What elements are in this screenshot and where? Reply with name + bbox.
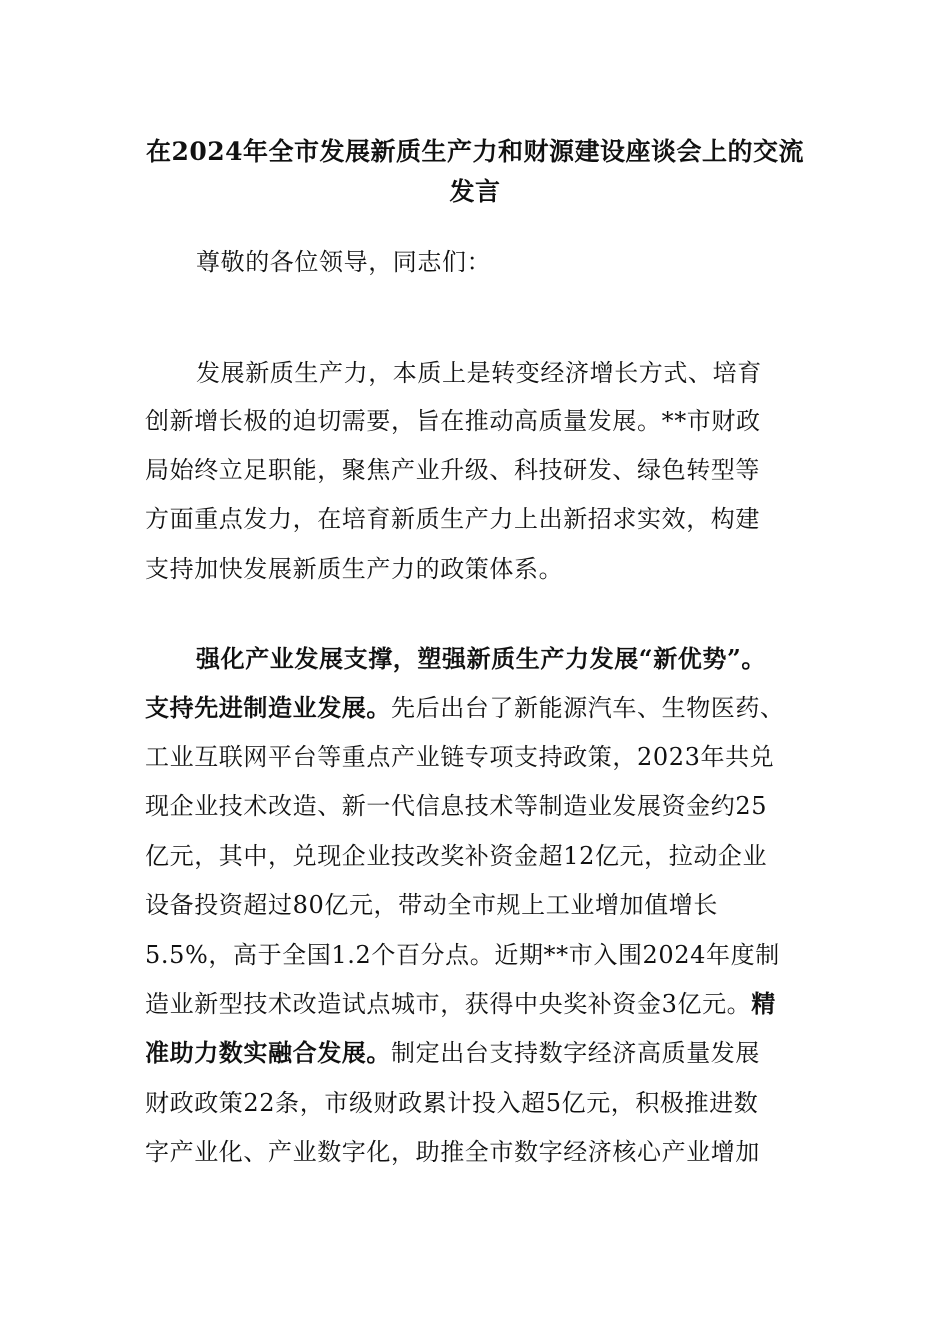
subsection-heading: 准助力数实融合发展。 [145, 1038, 391, 1067]
title-line-1: 在2024年全市发展新质生产力和财源建设座谈会上的交流 [145, 137, 805, 166]
body-line: 现企业技术改造、新一代信息技术等制造业发展资金约25 [145, 792, 768, 820]
body-line: 字产业化、产业数字化，助推全市数字经济核心产业增加 [145, 1138, 760, 1166]
intro-line: 局始终立足职能，聚焦产业升级、科技研发、绿色转型等 [145, 456, 760, 484]
intro-line: 创新增长极的迫切需要，旨在推动高质量发展。**市财政 [145, 407, 761, 435]
body-line: 设备投资超过80亿元，带动全市规上工业增加值增长 [145, 891, 718, 919]
body-line: 工业互联网平台等重点产业链专项支持政策，2023年共兑 [145, 743, 775, 771]
body-line: 亿元，其中，兑现企业技改奖补资金超12亿元，拉动企业 [145, 842, 768, 870]
intro-line: 发展新质生产力，本质上是转变经济增长方式、培育 [196, 359, 762, 387]
body-line [145, 693, 785, 723]
intro-line: 支持加快发展新质生产力的政策体系。 [145, 555, 564, 583]
body-line: 5.5%，高于全国1.2个百分点。近期**市入围2024年度制 [145, 941, 780, 969]
section-heading: 强化产业发展支撑，塑强新质生产力发展“新优势”。 [196, 644, 767, 673]
body-text: 制定出台支持数字经济高质量发展 [391, 1039, 760, 1067]
body-line: 财政政策22条，市级财政累计投入超5亿元，积极推进数 [145, 1089, 759, 1117]
subsection-heading: 支持先进制造业发展。 [145, 693, 391, 722]
body-text: 先后出台了新能源汽车、生物医药、 [391, 694, 785, 722]
title-line-2: 发言 [449, 177, 501, 206]
intro-line: 方面重点发力，在培育新质生产力上出新招求实效，构建 [145, 505, 760, 533]
document-title [145, 132, 805, 212]
body-text: 造业新型技术改造试点城市，获得中央奖补资金3亿元。 [145, 990, 752, 1018]
subsection-heading-start: 精 [751, 989, 776, 1018]
salutation: 尊敬的各位领导，同志们： [196, 248, 492, 276]
body-line [145, 1038, 760, 1068]
body-line [145, 989, 776, 1019]
